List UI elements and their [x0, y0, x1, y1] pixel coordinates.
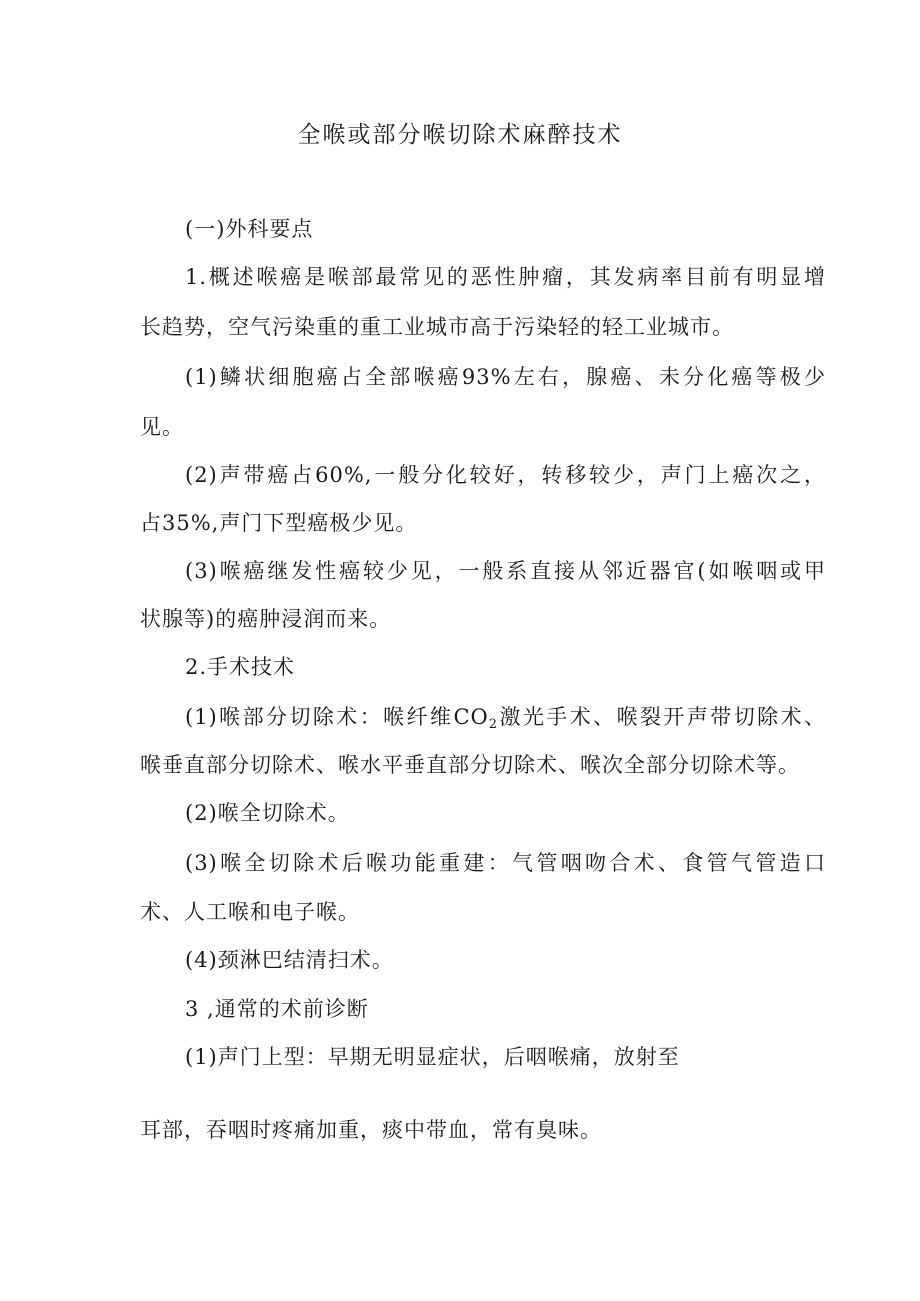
- paragraph-line: 术、人工喉和电子喉。: [140, 900, 360, 924]
- paragraph-text: (1)喉部分切除术：喉纤维CO: [185, 705, 489, 729]
- paragraph-line: 1.概述喉癌是喉部最常见的恶性肿瘤，其发病率目前有明显增: [185, 265, 826, 289]
- paragraph-line: (1)鳞状细胞癌占全部喉癌93%左右，腺癌、未分化癌等极少: [185, 365, 826, 389]
- paragraph-line: 喉垂直部分切除术、喉水平垂直部分切除术、喉次全部分切除术等。: [140, 753, 800, 777]
- paragraph-line: (1)声门上型：早期无明显症状，后咽喉痛，放射至: [185, 1045, 680, 1069]
- paragraph-line: (3)喉癌继发性癌较少见，一般系直接从邻近器官(如喉咽或甲: [185, 559, 826, 583]
- paragraph-line: 状腺等)的癌肿浸润而来。: [140, 607, 392, 631]
- paragraph-text: 激光手术、喉裂开声带切除术、: [498, 705, 826, 729]
- paragraph-line: (2)喉全切除术。: [185, 801, 350, 825]
- paragraph-line: (3)喉全切除术后喉功能重建：气管咽吻合术、食管气管造口: [185, 851, 826, 875]
- subscript: 2: [488, 717, 499, 732]
- section-heading-surgical-points: (一)外科要点: [185, 217, 314, 241]
- section-heading-preop-diagnosis: 3 ,通常的术前诊断: [185, 997, 369, 1021]
- paragraph-line: 见。: [140, 415, 184, 439]
- paragraph-line: [185, 702, 826, 732]
- paragraph-line: 长趋势，空气污染重的重工业城市高于污染轻的轻工业城市。: [140, 315, 734, 339]
- paragraph-line: (2)声带癌占60%,一般分化较好，转移较少，声门上癌次之，: [185, 463, 826, 487]
- section-heading-surgical-technique: 2.手术技术: [185, 655, 296, 679]
- paragraph-line: (4)颈淋巴结清扫术。: [185, 948, 394, 972]
- document-title: 全喉或部分喉切除术麻醉技术: [297, 122, 623, 148]
- paragraph-line: 占35%,声门下型癌极少见。: [140, 511, 418, 535]
- paragraph-line: 耳部，吞咽时疼痛加重，痰中带血，常有臭味。: [140, 1118, 602, 1142]
